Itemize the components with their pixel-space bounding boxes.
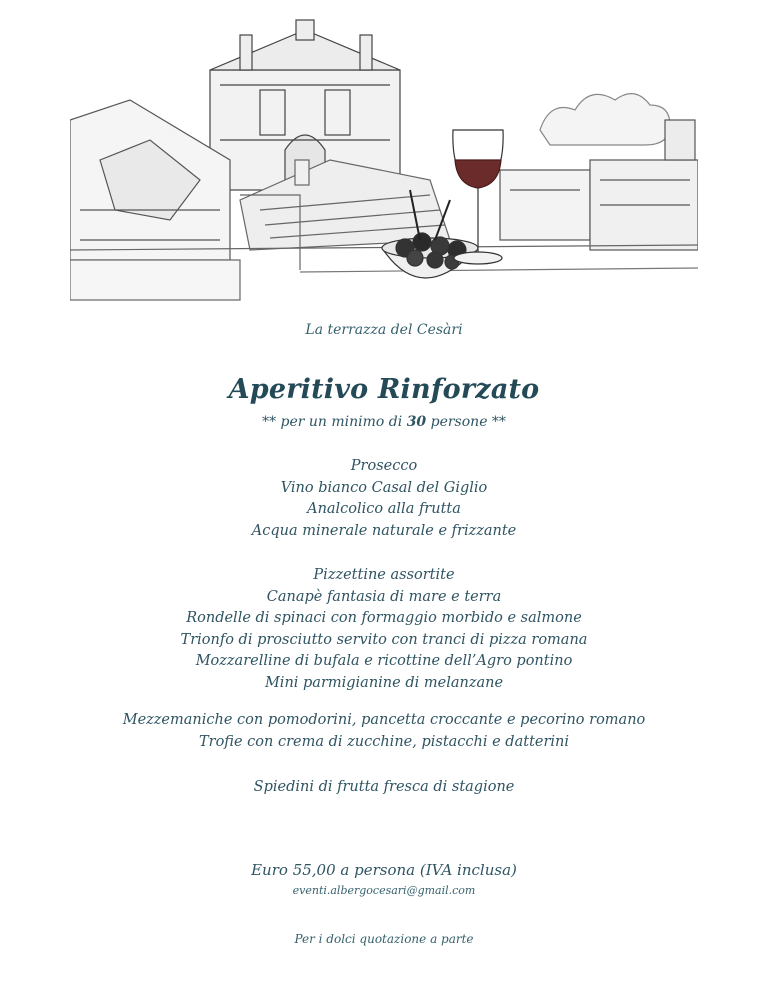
list-item: Spiedini di frutta fresca di stagione — [253, 779, 515, 795]
contact-email: eventi.albergocesari@gmail.com — [292, 884, 476, 897]
subtitle-prefix: ** per un minimo di — [262, 414, 407, 430]
desserts-quote-note: Per i dolci quotazione a parte — [294, 932, 474, 946]
list-item: Canapè fantasia di mare e terra — [266, 588, 502, 605]
menu-title: Aperitivo Rinforzato — [228, 374, 540, 405]
list-item: Mozzarelline di bufala e ricottine dell’Agro pontino — [195, 653, 573, 669]
drinks-list — [0, 456, 768, 542]
minimum-guests-note — [0, 414, 768, 430]
list-item: Vino bianco Casal del Giglio — [280, 479, 488, 496]
rooftop-sketch-illustration — [70, 10, 698, 306]
appetizers-list — [0, 565, 768, 694]
list-item: Mini parmigianine di melanzane — [264, 674, 504, 691]
minimum-guests-number: 30 — [406, 414, 427, 430]
list-item: Trofie con crema di zucchine, pistacchi e datterini — [198, 733, 570, 750]
list-item: Pizzettine assortite — [313, 567, 455, 583]
list-item: Acqua minerale naturale e frizzante — [251, 522, 517, 539]
list-item: Prosecco — [350, 458, 418, 474]
fruit-list — [0, 777, 768, 799]
list-item: Mezzemaniche con pomodorini, pancetta croccante e pecorino romano — [122, 712, 646, 728]
list-item: Rondelle di spinaci con formaggio morbido e salmone — [186, 610, 582, 626]
list-item: Trionfo di prosciutto servito con tranci di pizza romana — [180, 631, 588, 648]
list-item: Analcolico alla frutta — [307, 501, 461, 517]
price-per-person: Euro 55,00 a persona (IVA inclusa) — [251, 861, 517, 879]
pasta-list — [0, 710, 768, 753]
subtitle-suffix: persone ** — [426, 414, 506, 430]
venue-name: La terrazza del Cesàri — [305, 322, 463, 338]
